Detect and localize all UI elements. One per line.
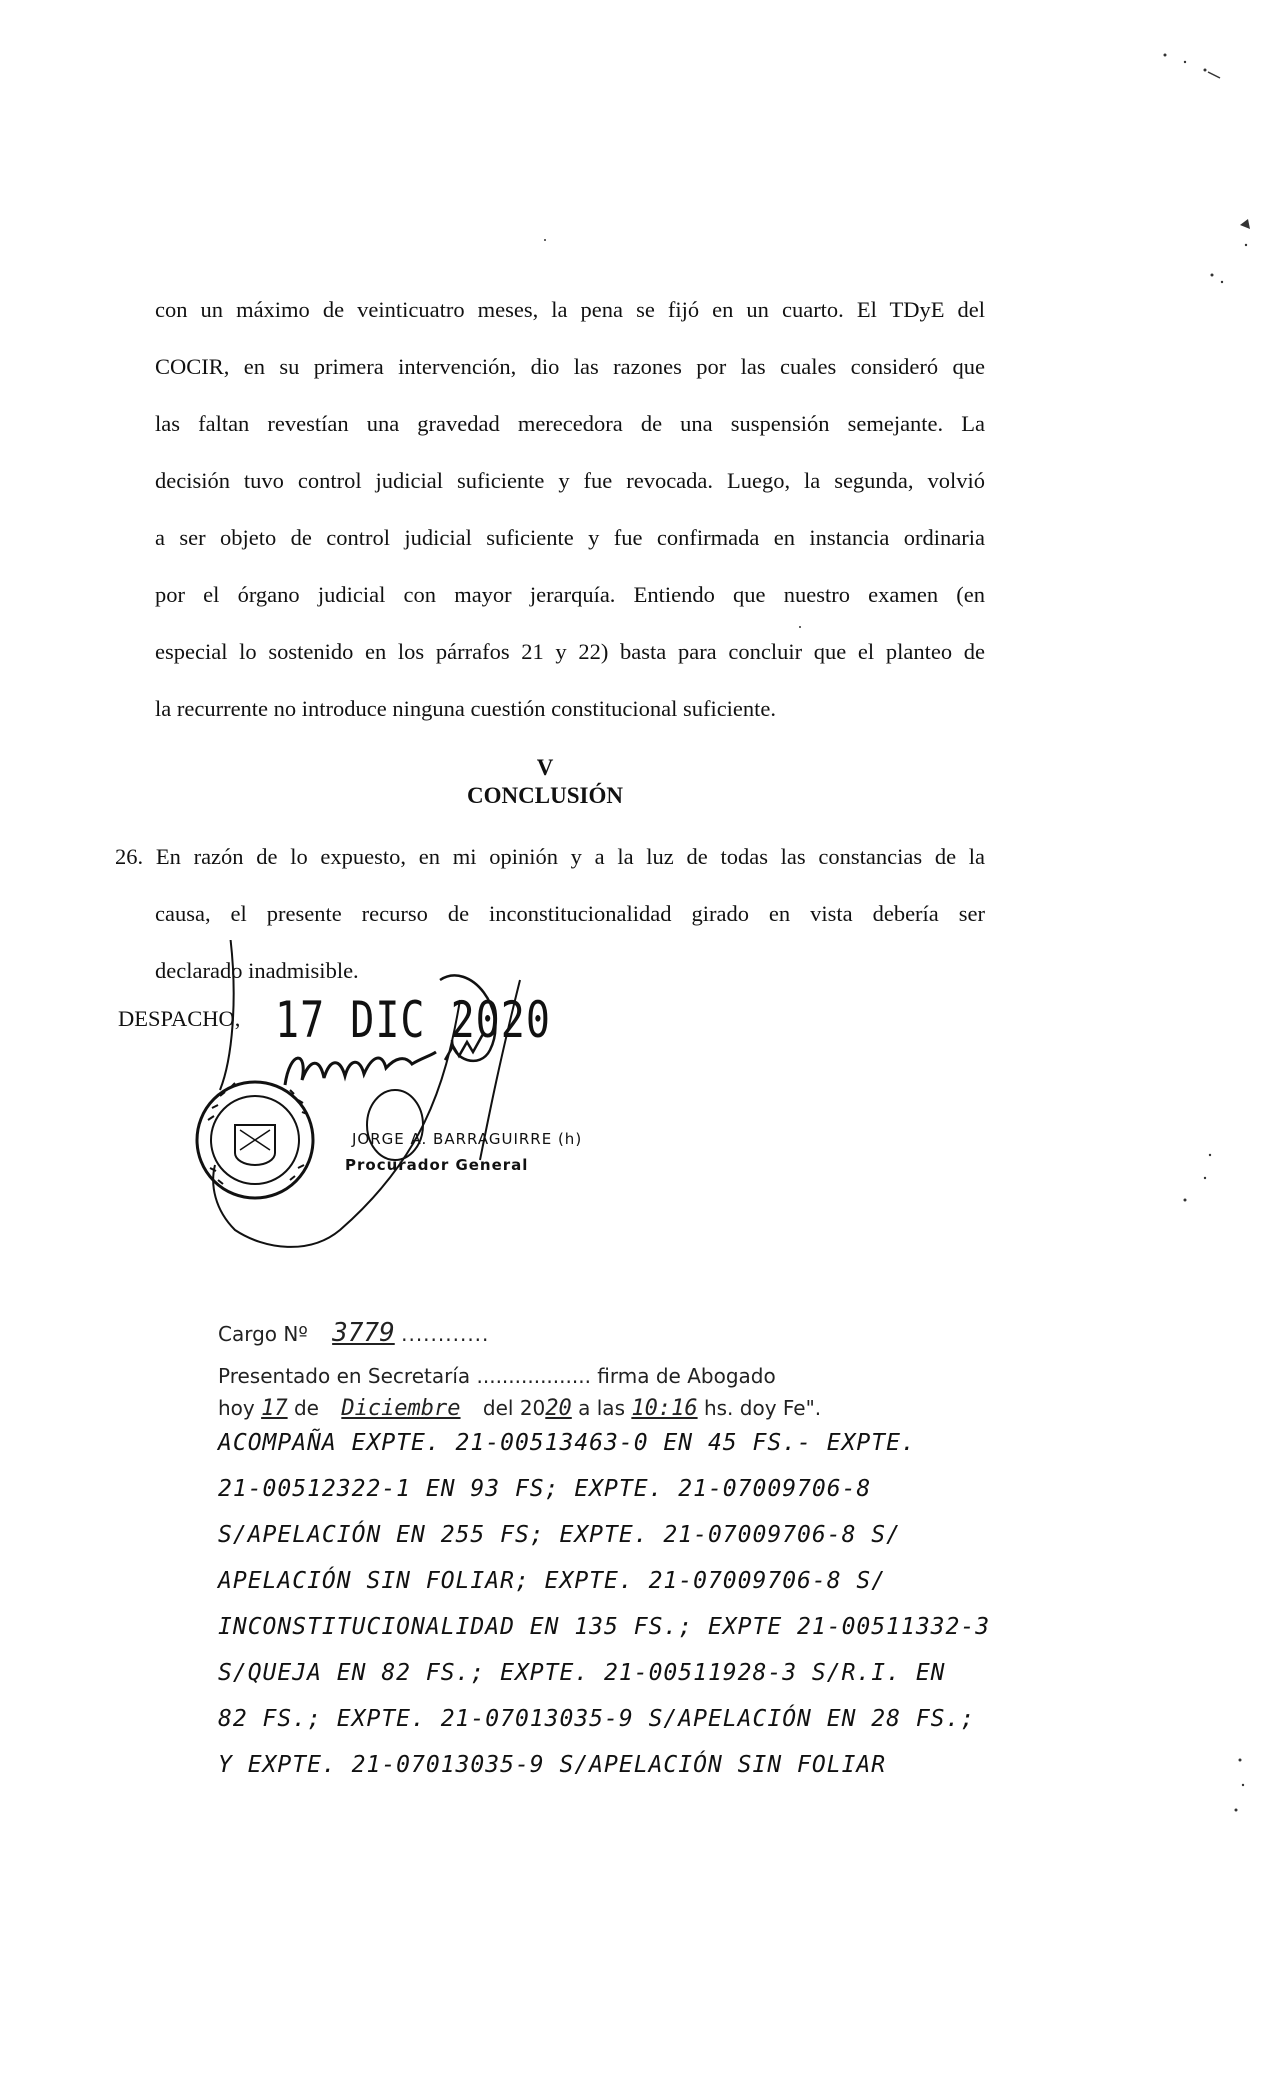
- handwritten-line-2: 21-00512322-1 EN 93 FS; EXPTE. 21-07009706-8: [218, 1476, 872, 1502]
- despacho-label: DESPACHO,: [118, 1006, 241, 1031]
- cargo-label: Cargo Nº: [218, 1322, 308, 1346]
- fe-label: hs. doy Fe".: [703, 1396, 822, 1420]
- receipt-presented-line: Presentado en Secretaría .................. firma de Abogado: [218, 1364, 776, 1388]
- section-number: V: [536, 755, 554, 780]
- body-paragraph: [155, 281, 985, 737]
- handwritten-line-8: Y EXPTE. 21-07013035-9 S/APELACIÓN SIN FOLIAR: [218, 1752, 887, 1778]
- hoy-label: hoy: [218, 1396, 255, 1420]
- handwritten-line-7: 82 FS.; EXPTE. 21-07013035-9 S/APELACIÓN EN 28 FS.;: [218, 1706, 976, 1732]
- conclusion-line-3: declarado inadmisible.: [155, 958, 359, 983]
- receipt-year-suffix: 20: [545, 1396, 572, 1421]
- body-line-1: con un máximo de veinticuatro meses, la pena se fijó en un cuarto. El TDyE del: [155, 297, 985, 322]
- handwritten-line-3: S/APELACIÓN EN 255 FS; EXPTE. 21-07009706-8 S/: [218, 1522, 901, 1548]
- del-label: del 20: [482, 1396, 546, 1420]
- de-label: de: [293, 1396, 319, 1420]
- presented-prefix: Presentado en Secretaría: [218, 1364, 471, 1388]
- handwritten-line-5: INCONSTITUCIONALIDAD EN 135 FS.; EXPTE 21-00511332-3: [218, 1614, 991, 1640]
- official-seal-icon: [197, 1082, 313, 1198]
- body-line-4: decisión tuvo control judicial suficiente y fue revocada. Luego, la segunda, volvió: [155, 468, 985, 493]
- date-stamp: 17 DIC 2020: [275, 992, 551, 1050]
- signatory-name: JORGE A. BARRAGUIRRE (h): [352, 1130, 583, 1148]
- body-line-2: COCIR, en su primera intervención, dio las razones por las cuales consideró que: [155, 354, 985, 379]
- body-line-5: a ser objeto de control judicial suficiente y fue confirmada en instancia ordinaria: [155, 525, 985, 550]
- paragraph-number: 26.: [115, 844, 144, 869]
- conclusion-line-2: causa, el presente recurso de inconstitucionalidad girado en vista debería ser: [155, 901, 985, 926]
- receipt-date-line: [218, 1396, 821, 1421]
- receipt-time: 10:16: [631, 1396, 698, 1421]
- receipt-month: Diciembre: [341, 1396, 461, 1421]
- conclusion-line-1: En razón de lo expuesto, en mi opinión y a la luz de todas las constancias de la: [155, 844, 986, 869]
- cargo-number: 3779: [332, 1318, 395, 1348]
- body-line-7: especial lo sostenido en los párrafos 21 y 22) basta para concluir que el planteo de: [155, 639, 985, 664]
- presented-suffix: firma de Abogado: [597, 1364, 776, 1388]
- seal-and-signature: [190, 940, 550, 1270]
- at-label: a las: [578, 1396, 625, 1420]
- receipt-cargo-line: Cargo Nº 3779 ............: [218, 1318, 490, 1348]
- receipt-day: 17: [261, 1396, 288, 1421]
- handwritten-line-1: ACOMPAÑA EXPTE. 21-00513463-0 EN 45 FS.- EXPTE.: [218, 1430, 916, 1456]
- body-line-3: las faltan revestían una gravedad merecedora de una suspensión semejante. La: [155, 411, 985, 436]
- signatory-role: Procurador General: [345, 1156, 529, 1174]
- section-title: CONCLUSIÓN: [467, 783, 623, 808]
- body-line-8: la recurrente no introduce ninguna cuestión constitucional suficiente.: [155, 696, 777, 721]
- handwritten-line-6: S/QUEJA EN 82 FS.; EXPTE. 21-00511928-3 S/R.I. EN: [218, 1660, 946, 1686]
- handwritten-line-4: APELACIÓN SIN FOLIAR; EXPTE. 21-07009706-8 S/: [218, 1568, 887, 1594]
- body-line-6: por el órgano judicial con mayor jerarquía. Entiendo que nuestro examen (en: [155, 582, 985, 607]
